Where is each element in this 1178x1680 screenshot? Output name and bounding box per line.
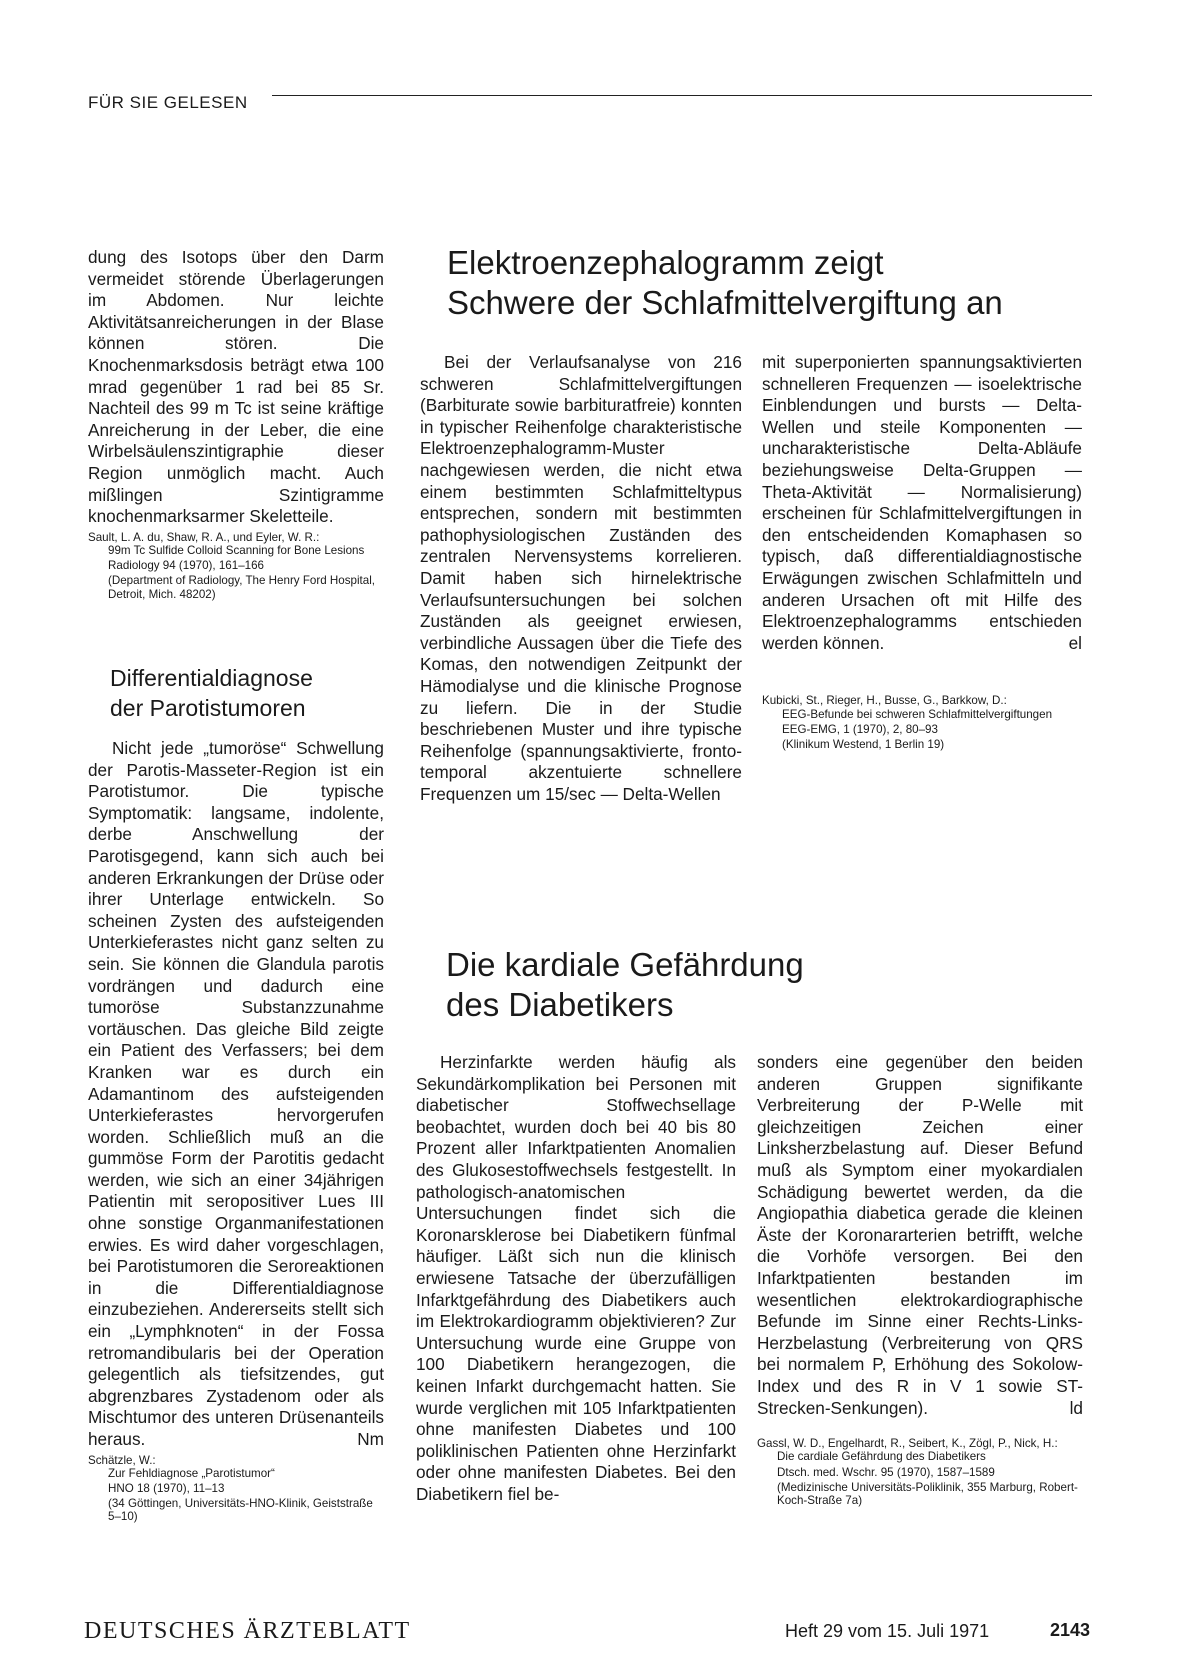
reference-title: EEG-Befunde bei schweren Schlafmittelvergiftungen bbox=[782, 707, 1053, 721]
journal-name: DEUTSCHES ÄRZTEBLATT bbox=[84, 1618, 411, 1644]
reference-authors: Sault, L. A. du, Shaw, R. A., und Eyler, W. R.: bbox=[88, 530, 320, 544]
reference-source: EEG-EMG, 1 (1970), 2, 80–93 bbox=[782, 722, 938, 736]
article-diabetes-body-2 bbox=[757, 1052, 1083, 1419]
article-diabetes-body-1: Herzinfarkte werden häufig als Sekundärkomplikation bei Personen mit diabetischer Stoffwechsellage beobachtet, wurden doch bei 40 bis 80 Prozent aller Infarktpatienten Anomalien des Glukosestoffwechsels festgestellt. In pathologisch-anatomischen Untersuchungen findet sich die Koronarsklerose bei Diabetikern fünfmal häufiger. Läßt sich nun die klinisch erwiesene Tatsache der überzufälligen Infarktgefährdung des Diabetikers auch im Elektrokardiogramm objektivieren? Zur Untersuchung wurde eine Gruppe von 100 Diabetikern herangezogen, die keinen Infarkt durchgemacht hatten. Sie wurde verglichen mit 105 Infarktpatienten ohne manifesten Diabetes und 100 poliklinischen Patienten ohne Herzinfarkt oder ohne manifesten Diabetes. Bei den Diabetikern fiel be- bbox=[416, 1052, 736, 1504]
article-eeg-title bbox=[447, 243, 1087, 323]
reference-authors: Schätzle, W.: bbox=[88, 1453, 156, 1467]
reference-source: HNO 18 (1970), 11–13 bbox=[108, 1482, 225, 1495]
section-divider bbox=[272, 95, 1092, 96]
article-diabetes-column-1 bbox=[416, 1052, 736, 1505]
article-eeg-column-1 bbox=[420, 352, 742, 805]
article-parotis-body bbox=[88, 738, 384, 1451]
reference-source: Dtsch. med. Wschr. 95 (1970), 1587–1589 bbox=[777, 1465, 995, 1479]
body-text: Nicht jede „tumoröse“ Schwellung der Parotis-Masseter-Region ist ein Parotistumor. Die typische Symptomatik: langsame, indolente, derbe Anschwellung der Parotisgegend, kann sich auch bei anderen Erkrankungen der Drüse oder ihrer Unterlage entwickeln. So scheinen Zysten des aufsteigenden Unterkieferastes nicht ganz selten zu sein. Sie können die Glandula parotis vordrängen und dadurch eine tumoröse Substanzzunahme vortäuschen. Das gleiche Bild zeigte ein Patient des Verfassers; bei dem Kranken war es durch ein Adamantinom des aufsteigenden Unterkieferastes hervorgerufen worden. Schließlich muß an die gummöse Form der Parotitis gedacht werden, wie sich an einer 34jährigen Patientin mit seropositiver Lues III ohne sonstige Organmanifestationen erwies. Es wird daher vorgeschlagen, bei Parotistumoren die Seroreaktionen in die Differentialdiagnose einzubeziehen. Andererseits stellt sich ein „Lymphknoten“ in der Fossa retromandibularis bei der Operation gelegentlich als tiefsitzendes, gut abgrenzbares Zystadenom oder als Mischtumor des unteren Drüsenanteils heraus. bbox=[88, 738, 384, 1449]
article-eeg-column-2 bbox=[762, 352, 1082, 753]
reference-affiliation: (34 Göttingen, Universitäts-HNO-Klinik, Geiststraße 5–10) bbox=[108, 1497, 373, 1524]
reference-title: Zur Fehldiagnose „Parotistumor“ bbox=[108, 1466, 275, 1480]
reference-authors: Gassl, W. D., Engelhardt, R., Seibert, K., Zögl, P., Nick, H.: bbox=[757, 1437, 1058, 1451]
reference-title: Die cardiale Gefährdung des Diabetikers bbox=[777, 1450, 986, 1464]
title-line: Elektroenzephalogramm zeigt bbox=[447, 244, 884, 281]
article-parotis-title bbox=[110, 663, 410, 723]
author-signature: el bbox=[1068, 632, 1082, 653]
reference-authors: Kubicki, St., Rieger, H., Busse, G., Barkkow, D.: bbox=[762, 694, 1007, 708]
reference-affiliation: (Department of Radiology, The Henry Ford Hospital, Detroit, Mich. 48202) bbox=[108, 574, 375, 601]
body-text: sonders eine gegenüber den beiden anderen Gruppen signifikante Verbreiterung der P-Welle mit gleichzeitigen Zeichen einer Linksherzbelastung auf. Dieser Befund muß als Symptom einer myokardialen Schädigung bewertet werden, da die Angiopathia diabetica gerade die kleinen Äste der Koronararterien betrifft, welche die Vorhöfe versorgen. Bei den Infarktpatienten bestanden im wesentlichen elektrokardiographische Befunde im Sinne einer Rechts-Links-Herzbelastung (Verbreiterung von QRS bei normalem P, Erhöhung des Sokolow-Index und des R in V 1 sowie ST-Strecken-Senkungen). bbox=[757, 1052, 1083, 1418]
article-diabetes-title bbox=[446, 945, 1046, 1025]
issue-info: Heft 29 vom 15. Juli 1971 bbox=[785, 1621, 990, 1641]
article-isotop-body: dung des Isotops über den Darm vermeidet störende Überlagerungen im Abdomen. Nur leichte Aktivitätsanreicherungen in der Blase können stören. Die Knochenmarksdosis beträgt etwa 100 mrad gegenüber 1 rad bei 85 Sr. Nachteil des 99 m Tc ist seine kräftige Anreicherung in der Leber, die eine Wirbelsäulenszintigraphie dieser Region unmöglich macht. Auch mißlingen Szintigramme knochenmarksarmer Skeletteile. bbox=[88, 247, 384, 527]
reference-source: Radiology 94 (1970), 161–166 bbox=[108, 559, 264, 573]
page-number: 2143 bbox=[1050, 1620, 1091, 1640]
article-eeg-body-2 bbox=[762, 352, 1082, 654]
author-signature: Nm bbox=[357, 1429, 384, 1449]
article-diabetes-reference bbox=[757, 1437, 1083, 1507]
body-text: mit superponierten spannungsaktivierten schnelleren Frequenzen — isoelektrische Einblendungen und bursts — Delta-Wellen und steile Komponenten — uncharakteristische Delta-Abläufe beziehungsweise Delta-Gruppen — Theta-Aktivität — Normalisierung) erscheinen für Schlafmittelvergiftungen in den entscheidenden Komaphasen so typisch, daß differentialdiagnostische Erwägungen zwischen Schlafmitteln und anderen Ursachen oft mit Hilfe des Elektroenzephalogramms entschieden werden können. bbox=[762, 352, 1082, 653]
article-parotis bbox=[88, 738, 384, 1526]
article-diabetes-column-2 bbox=[757, 1052, 1083, 1509]
title-line: Differentialdiagnose bbox=[110, 665, 313, 691]
reference-title: 99m Tc Sulfide Colloid Scanning for Bone Lesions bbox=[108, 543, 365, 557]
author-signature: ld bbox=[1069, 1397, 1083, 1418]
article-parotis-reference bbox=[88, 1454, 384, 1524]
article-eeg-reference bbox=[762, 694, 1082, 751]
title-line: der Parotistumoren bbox=[110, 695, 306, 721]
title-line: des Diabetikers bbox=[446, 986, 674, 1023]
article-eeg-body-1: Bei der Verlaufsanalyse von 216 schweren Schlafmittelvergiftungen (Barbiturate sowie barbituratfreie) konnten in typischer Reihenfolge charakteristische Elektroenzephalogramm-Muster nachgewiesen werden, die nicht etwa einem bestimmten Schlafmitteltypus entsprechen, sondern mit bestimmten pathophysiologischen Zuständen des zentralen Nervensystems korrelieren. Damit haben sich hirnelektrische Verlaufsuntersuchungen bei solchen Zuständen als geeignet erwiesen, verbindliche Aussagen über die Tiefe des Komas, den notwendigen Zeitpunkt der Hämodialyse und die klinische Prognose zu liefern. Die in der Studie beschriebenen Muster und ihre typische Reihenfolge (spannungsaktivierte, fronto-temporal akzentuierte schnellere Frequenzen um 15/sec — Delta-Wellen bbox=[420, 352, 742, 804]
title-line: Die kardiale Gefährdung bbox=[446, 946, 804, 983]
article-isotop-reference bbox=[88, 531, 384, 601]
reference-affiliation: (Klinikum Westend, 1 Berlin 19) bbox=[782, 737, 945, 751]
reference-affiliation: (Medizinische Universitäts-Poliklinik, 355 Marburg, Robert-Koch-Straße 7a) bbox=[777, 1480, 1078, 1507]
title-line: Schwere der Schlafmittelvergiftung an bbox=[447, 284, 1003, 321]
article-isotop-tail bbox=[88, 247, 384, 603]
section-label: FÜR SIE GELESEN bbox=[88, 93, 248, 112]
